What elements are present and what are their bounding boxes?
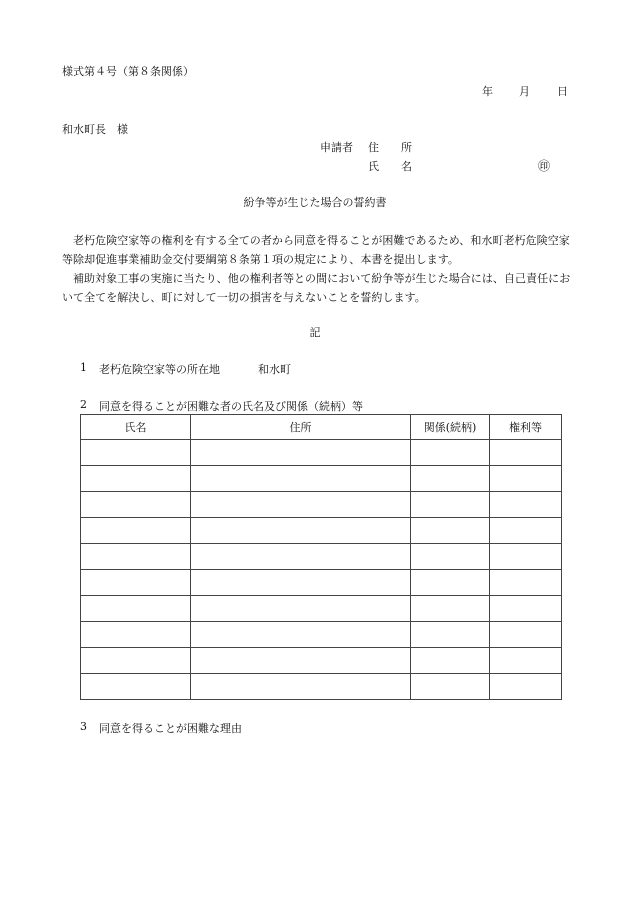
table-cell[interactable] — [81, 544, 191, 570]
table-cell[interactable] — [191, 544, 411, 570]
table-cell[interactable] — [191, 622, 411, 648]
table-cell[interactable] — [411, 648, 490, 674]
body-paragraph-2: 補助対象工事の実施に当たり、他の権利者等との間において紛争等が生じた場合には、自己責任において全てを解決し、町に対して一切の損害を与えないことを誓約します。 — [62, 272, 571, 304]
table-cell[interactable] — [81, 570, 191, 596]
applicant-label: 申請者 — [320, 141, 353, 154]
name-label: 氏 名 — [368, 160, 412, 173]
table-cell[interactable] — [490, 440, 562, 466]
consent-table — [80, 414, 562, 700]
item1-number: 1 — [80, 361, 87, 374]
item2-label: 同意を得ることが困難な者の氏名及び関係（続柄）等 — [99, 400, 363, 413]
table-cell[interactable] — [81, 622, 191, 648]
table-cell[interactable] — [411, 596, 490, 622]
table-row — [81, 648, 562, 674]
table-cell[interactable] — [191, 596, 411, 622]
header-relation: 関係(続柄) — [411, 415, 490, 440]
date-month-label: 月 — [519, 85, 530, 98]
table-row — [81, 570, 562, 596]
table-cell[interactable] — [81, 492, 191, 518]
table-cell[interactable] — [411, 518, 490, 544]
item3-label: 同意を得ることが困難な理由 — [99, 722, 242, 735]
item1-value: 和水町 — [258, 363, 291, 376]
document-title: 紛争等が生じた場合の誓約書 — [243, 196, 387, 209]
header-address: 住所 — [191, 415, 411, 440]
table-cell[interactable] — [191, 440, 411, 466]
table-cell[interactable] — [191, 492, 411, 518]
ki-heading: 記 — [309, 326, 321, 339]
table-cell[interactable] — [490, 518, 562, 544]
date-year-label: 年 — [482, 85, 493, 98]
table-cell[interactable] — [411, 622, 490, 648]
table-body — [81, 440, 562, 700]
table-cell[interactable] — [191, 674, 411, 700]
table-cell[interactable] — [490, 570, 562, 596]
table-row — [81, 622, 562, 648]
table-cell[interactable] — [411, 570, 490, 596]
table-cell[interactable] — [81, 596, 191, 622]
table-cell[interactable] — [81, 466, 191, 492]
form-number: 様式第４号（第８条関係） — [62, 65, 194, 78]
table-cell[interactable] — [81, 648, 191, 674]
table-cell[interactable] — [490, 622, 562, 648]
date-day-label: 日 — [557, 85, 568, 98]
table-cell[interactable] — [191, 648, 411, 674]
table-row — [81, 544, 562, 570]
table-cell[interactable] — [490, 492, 562, 518]
table-cell[interactable] — [81, 440, 191, 466]
table-cell[interactable] — [191, 570, 411, 596]
seal-mark: ㊞ — [538, 159, 551, 173]
table-cell[interactable] — [490, 596, 562, 622]
table-row — [81, 674, 562, 700]
header-name: 氏名 — [81, 415, 191, 440]
table-row — [81, 492, 562, 518]
table-cell[interactable] — [411, 466, 490, 492]
table-cell[interactable] — [411, 440, 490, 466]
table-row — [81, 466, 562, 492]
table-cell[interactable] — [191, 466, 411, 492]
addressee: 和水町長 様 — [62, 123, 128, 136]
address-label: 住 所 — [368, 141, 412, 154]
table-row — [81, 518, 562, 544]
item3-number: 3 — [80, 720, 87, 733]
header-rights: 権利等 — [490, 415, 562, 440]
table-cell[interactable] — [411, 674, 490, 700]
table-cell[interactable] — [411, 544, 490, 570]
table-cell[interactable] — [81, 518, 191, 544]
item1-label: 老朽危険空家等の所在地 — [99, 363, 220, 376]
table-cell[interactable] — [490, 674, 562, 700]
table-cell[interactable] — [411, 492, 490, 518]
table-cell[interactable] — [490, 648, 562, 674]
table-cell[interactable] — [191, 518, 411, 544]
table-row — [81, 596, 562, 622]
item2-number: 2 — [80, 398, 87, 411]
table-row — [81, 440, 562, 466]
table-cell[interactable] — [81, 674, 191, 700]
body-paragraph-1: 老朽危険空家等の権利を有する全ての者から同意を得ることが困難であるため、和水町老朽危険空家等除却促進事業補助金交付要綱第８条第１項の規定により、本書を提出します。 — [62, 234, 570, 266]
table-header-row — [81, 415, 562, 440]
table-cell[interactable] — [490, 544, 562, 570]
table-cell[interactable] — [490, 466, 562, 492]
